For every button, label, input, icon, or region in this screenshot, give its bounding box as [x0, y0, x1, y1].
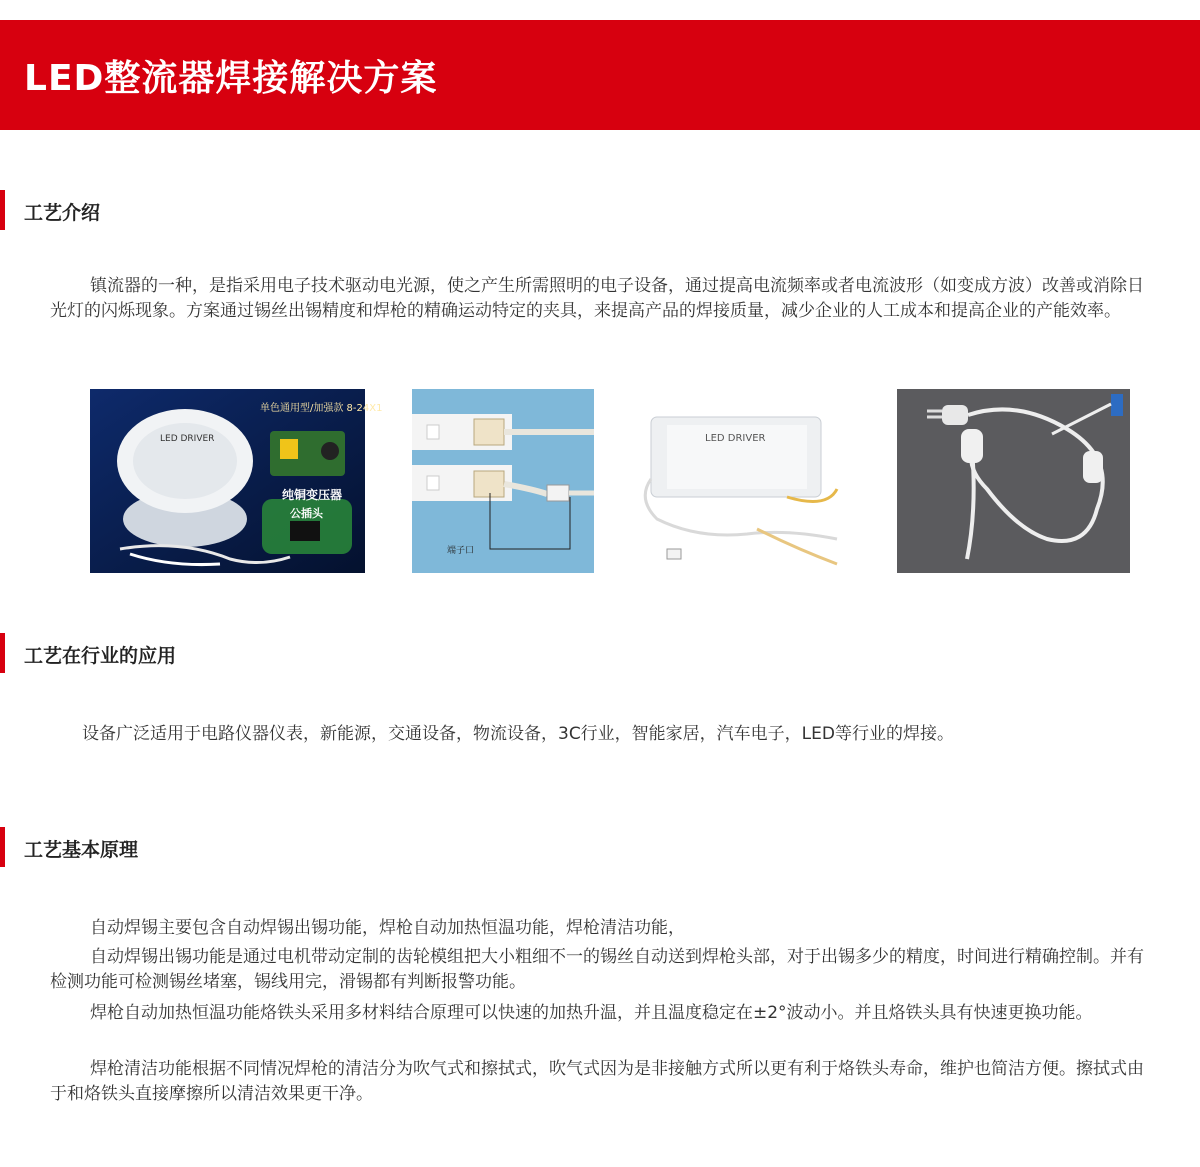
power-cord-switch-photo: [897, 389, 1130, 573]
section-accent-bar: [0, 633, 5, 673]
img1-top-label: 单色通用型/加强款 8-24X1: [260, 403, 383, 414]
img1-callout-plug: 公插头: [290, 507, 323, 520]
intro-paragraph: 镇流器的一种，是指采用电子技术驱动电光源，使之产生所需照明的电子设备，通过提高电流频率或者电流波形（如变成方波）改善或消除日光灯的闪烁现象。方案通过锡丝出锡精度和焊枪的精确运动特定的夹具，来提高产品的焊接质量，减少企业的人工成本和提高企业的产能效率。: [50, 276, 1144, 321]
page-title: LED整流器焊接解决方案: [24, 58, 438, 99]
section-header-basic-principle: [0, 827, 600, 867]
section-header-industry-application: [0, 633, 600, 673]
section-accent-bar: [0, 827, 5, 867]
principle-paragraph-3: 焊枪自动加热恒温功能烙铁头采用多材料结合原理可以快速的加热升温，并且温度稳定在±2°波动小。并且烙铁头具有快速更换功能。: [90, 1003, 1093, 1023]
principle-paragraph-4: 焊枪清洁功能根据不同情况焊枪的清洁分为吹气式和擦拭式，吹气式因为是非接触方式所以更有利于烙铁头寿命，维护也简洁方便。擦拭式由于和烙铁头直接摩擦所以清洁效果更干净。: [50, 1059, 1144, 1104]
img3-driver-label: LED DRIVER: [705, 433, 766, 444]
industry-paragraph: 设备广泛适用于电路仪器仪表，新能源，交通设备，物流设备，3C行业，智能家居，汽车电子，LED等行业的焊接。: [82, 724, 954, 744]
section-title: 工艺在行业的应用: [24, 645, 177, 667]
section-header-process-intro: [0, 190, 600, 230]
principle-paragraph-1: 自动焊锡主要包含自动焊锡出锡功能，焊枪自动加热恒温功能，焊枪清洁功能，: [90, 918, 685, 938]
principle-paragraph-2: 自动焊锡出锡功能是通过电机带动定制的齿轮模组把大小粗细不一的锡丝自动送到焊枪头部，对于出锡多少的精度，时间进行精确控制。并有检测功能可检测锡丝堵塞，锡线用完，滑锡都有判断报警功能。: [50, 947, 1144, 992]
section-accent-bar: [0, 190, 5, 230]
img2-callout-terminal: 端子口: [447, 546, 475, 556]
led-driver-round-photo: [90, 389, 383, 573]
page-banner: [0, 20, 1200, 130]
img1-driver-label: LED DRIVER: [160, 434, 215, 444]
led-strip-terminal-photo: [412, 389, 594, 573]
section-title: 工艺介绍: [24, 202, 101, 224]
section-title: 工艺基本原理: [24, 839, 139, 861]
img1-callout-transformer: 纯铜变压器: [282, 488, 343, 502]
led-driver-box-photo: [637, 389, 850, 573]
